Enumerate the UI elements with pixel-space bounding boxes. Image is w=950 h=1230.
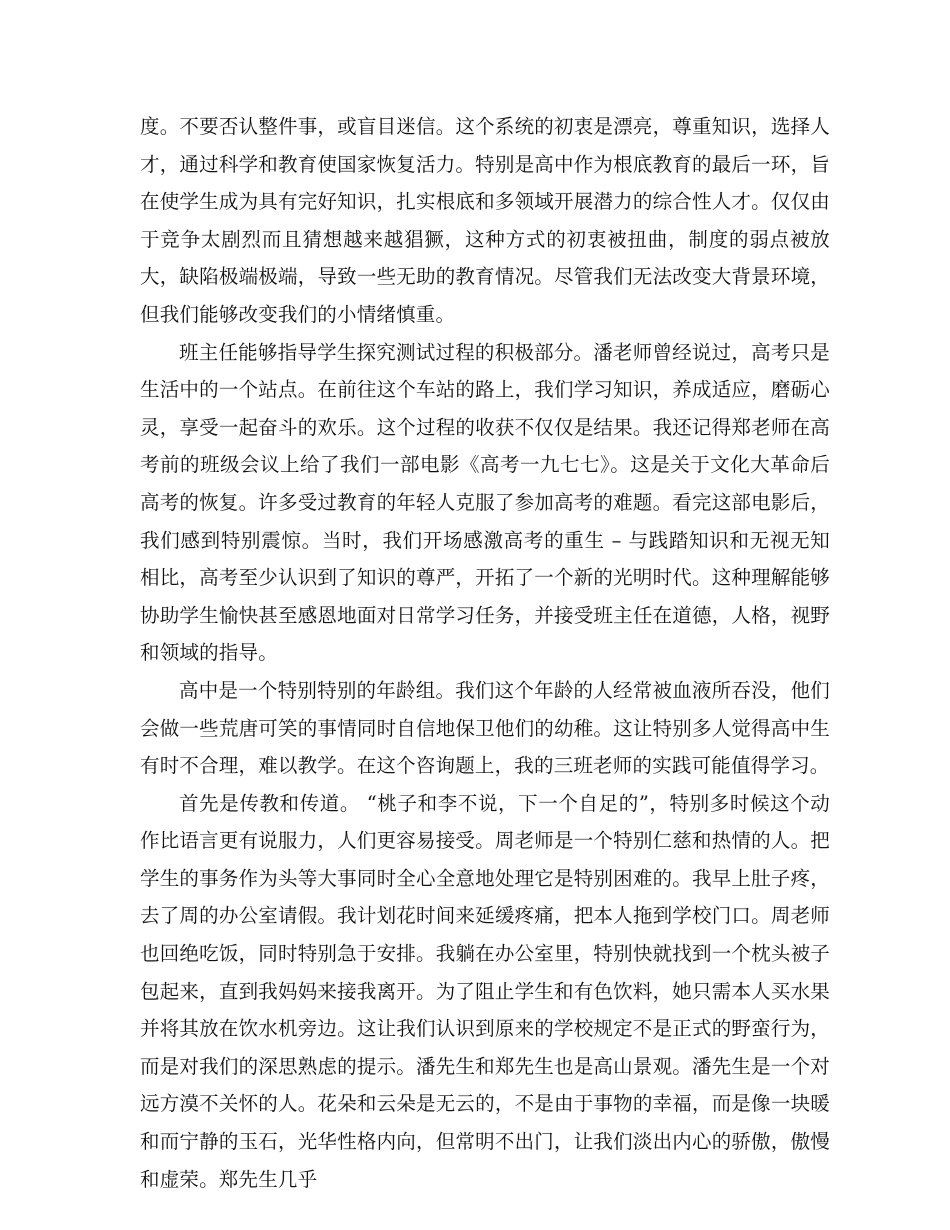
- paragraph-2: 班主任能够指导学生探究测试过程的积极部分。潘老师曾经说过，高考只是生活中的一个站点。在前往这个车站的路上，我们学习知识，养成适应，磨砺心灵，享受一起奋斗的欢乐。这个过程的收获不仅仅是结果。我还记得郑老师在高考前的班级会议上给了我们一部电影《高考一九七七》。这是关于文化大革命后高考的恢复。许多受过教育的年轻人克服了参加高考的难题。看完这部电影后，我们感到特别震惊。当时，我们开场感激高考的重生 – 与践踏知识和无视无知相比，高考至少认识到了知识的尊严，开拓了一个新的光明时代。这种理解能够协助学生愉快甚至感恩地面对日常学习任务，并接受班主任在道德，人格，视野和领域的指导。: [140, 340, 830, 665]
- document-body: [140, 108, 830, 1198]
- paragraph-1: 度。不要否认整件事，或盲目迷信。这个系统的初衷是漂亮，尊重知识，选择人才，通过科学和教育使国家恢复活力。特别是高中作为根底教育的最后一环，旨在使学生成为具有完好知识，扎实根底和多领域开展潜力的综合性人才。仅仅由于竞争太剧烈而且猜想越来越猖獗，这种方式的初衷被扭曲，制度的弱点被放大，缺陷极端极端，导致一些无助的教育情况。尽管我们无法改变大背景环境，但我们能够改变我们的小情绪慎重。: [140, 115, 830, 326]
- paragraph-4: 首先是传教和传道。 “桃子和李不说，下一个自足的”，特别多时候这个动作比语言更有说服力，人们更容易接受。周老师是一个特别仁慈和热情的人。把学生的事务作为头等大事同时全心全意地处理它是特别困难的。我早上肚子疼，去了周的办公室请假。我计划花时间来延缓疼痛，把本人拖到学校门口。周老师也回绝吃饭，同时特别急于安排。我躺在办公室里，特别快就找到一个枕头被子包起来，直到我妈妈来接我离开。为了阻止学生和有色饮料，她只需本人买水果并将其放在饮水机旁边。这让我们认识到原来的学校规定不是正式的野蛮行为，而是对我们的深思熟虑的提示。潘先生和郑先生也是高山景观。潘先生是一个对远方漠不关怀的人。花朵和云朵是无云的，不是由于事物的幸福，而是像一块暖和而宁静的玉石，光华性格内向，但常明不出门，让我们淡出内心的骄傲，傲慢和虚荣。郑先生几乎: [140, 791, 830, 1191]
- paragraph-3: 高中是一个特别特别的年龄组。我们这个年龄的人经常被血液所吞没，他们会做一些荒唐可笑的事情同时自信地保卫他们的幼稚。这让特别多人觉得高中生有时不合理，难以教学。在这个咨询题上，我的三班老师的实践可能值得学习。: [140, 678, 830, 778]
